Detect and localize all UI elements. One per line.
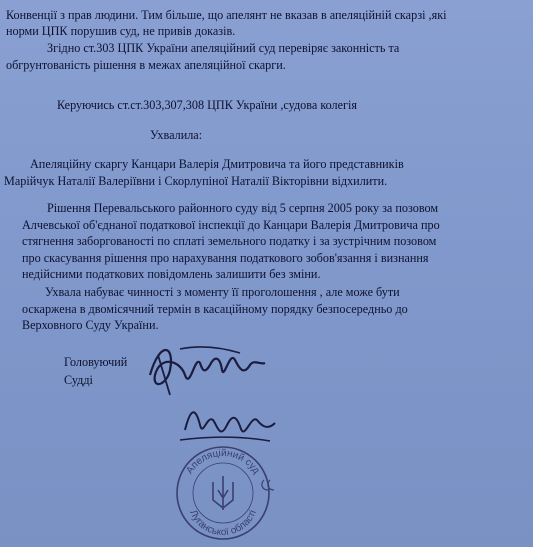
presiding-label: Головуючий bbox=[64, 355, 128, 369]
text-line: стягнення заборгованості по сплаті земельного податку і за зустрічним позовом bbox=[22, 234, 437, 248]
text-line: оскаржена в двомісячний термін в касаційному порядку безпосередньо до bbox=[22, 302, 408, 316]
text-line: Алчевської об'єднаної податкової інспекції до Канцари Валерія Дмитровича про bbox=[22, 218, 440, 232]
text-line: Згідно ст.303 ЦПК України апеляційний суд перевіряє законність та bbox=[47, 41, 400, 55]
text-line: Ухвала набуває чинності з моменту її проголошення , але може бути bbox=[45, 285, 400, 299]
text-line: про скасування рішення про нарахування податкового зобов'язання і визнання bbox=[22, 251, 429, 265]
stamp-mark bbox=[258, 474, 280, 496]
text-line: Марійчук Наталії Валеріївни і Скорлупіної Наталії Вікторівни відхилити. bbox=[4, 174, 388, 188]
text-line: Рішення Перевальського районного суду від 5 серпня 2005 року за позовом bbox=[47, 201, 439, 215]
judges-label: Судді bbox=[64, 373, 93, 387]
text-line: Апеляційну скаргу Канцари Валерія Дмитровича та його представників bbox=[30, 157, 404, 171]
text-line: Конвенції з прав людини. Тим більше, що апелянт не вказав в апеляційній скарзі ,які bbox=[6, 8, 447, 22]
trident-icon bbox=[213, 476, 233, 510]
guided-by-line: Керуючись ст.ст.303,307,308 ЦПК України ,судова колегія bbox=[57, 98, 358, 112]
text-line: норми ЦПК порушив суд, не привів доказів. bbox=[6, 24, 236, 38]
text-line: Верховного Суду України. bbox=[22, 318, 159, 332]
stamp-text-top: Апеляційний суд bbox=[184, 447, 262, 477]
text-line: обгрунтованість рішення в межах апеляційної скарги. bbox=[6, 58, 286, 72]
svg-text:Апеляційний суд bbox=[184, 448, 261, 476]
resolved-heading: Ухвалила: bbox=[150, 128, 203, 142]
stamp-text-bottom: Луганської області bbox=[187, 508, 259, 539]
signature-1 bbox=[140, 335, 290, 400]
text-line: недійсними податкових повідомлень залишити без зміни. bbox=[22, 267, 321, 281]
